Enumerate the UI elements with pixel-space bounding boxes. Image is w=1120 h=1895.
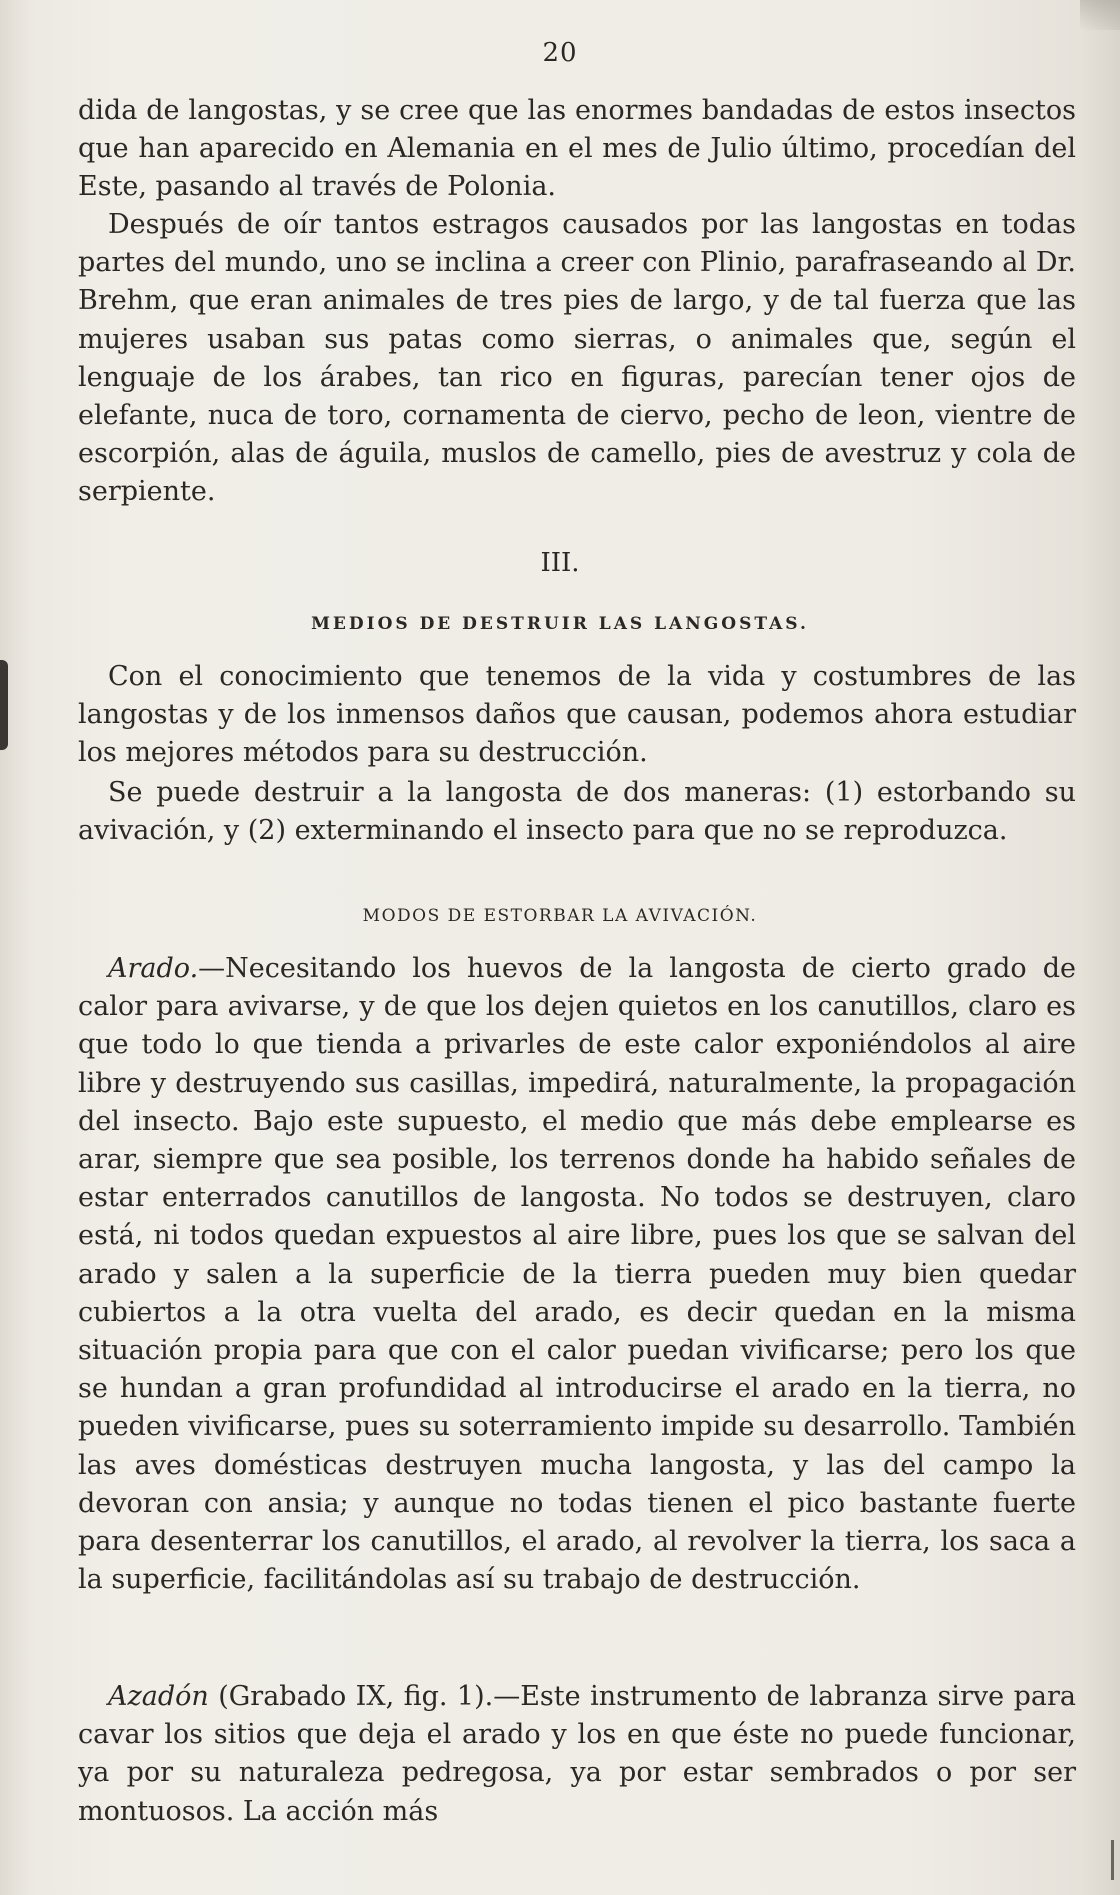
subsection-title: MODOS DE ESTORBAR LA AVIVACIÓN. xyxy=(362,906,758,926)
paragraph-azadon-body: (Grabado IX, fig. 1).—Este instrumento de labranza sirve para cavar los sitios que deja el arado y los en que éste no puede funcionar, ya por su naturaleza pedregosa, ya por estar sembrados o por ser montuosos. La acción más xyxy=(78,1681,1076,1827)
edge-mark xyxy=(1111,1840,1114,1880)
paragraph-arado xyxy=(78,950,1076,1599)
term-azadon: Azadón xyxy=(108,1681,209,1712)
term-arado: Arado. xyxy=(108,953,199,984)
paragraph-4: Se puede destruir a la langosta de dos maneras: (1) estorbando su avivación, y (2) exterminando el insecto para que no se reproduzca. xyxy=(78,777,1076,847)
section-number: III. xyxy=(540,548,580,578)
paragraph-1: dida de langostas, y se cree que las enormes bandadas de estos insectos que han aparecido en Alemania en el mes de Julio último, procedían del Este, pasando al través de Polonia. xyxy=(78,95,1076,203)
section-title: MEDIOS DE DESTRUIR LAS LANGOSTAS. xyxy=(311,614,809,634)
paragraph-azadon xyxy=(78,1678,1076,1831)
paragraph-3: Con el conocimiento que tenemos de la vida y costumbres de las langostas y de los inmensos daños que causan, podemos ahora estudiar los mejores métodos para su destrucción. xyxy=(78,661,1076,769)
page-edge-shadow xyxy=(1080,0,1120,30)
paragraph-arado-body: —Necesitando los huevos de la langosta de cierto grado de calor para avivarse, y de que los dejen quietos en los canutillos, claro es que todo lo que tienda a privarles de este calor exponiéndolos al aire libre y destruyendo sus casillas, impedirá, naturalmente, la propagación del insecto. Bajo este supuesto, el medio que más debe emplearse es arar, siempre que sea posible, los terrenos donde ha habido señales de estar enterrados canutillos de langosta. No todos se destruyen, claro está, ni todos quedan expuestos al aire libre, pues los que se salvan del arado y salen a la superficie de la tierra pueden muy bien quedar cubiertos a la otra vuelta del arado, es decir quedan en la misma situación propia para que con el calor puedan vivificarse; pero los que se hundan a gran profundidad al introducirse el arado en la tierra, no pueden vivificarse, pues su soterramiento impide su desarrollo. También las aves domésticas destruyen mucha langosta, y las del campo la devoran con ansia; y aunque no todas tienen el pico bastante fuerte para desenterrar los canutillos, el arado, al revolver la tierra, los saca a la superficie, facilitándolas así su trabajo de destrucción. xyxy=(78,953,1076,1596)
binding-mark xyxy=(0,660,8,750)
paragraph-2: Después de oír tantos estragos causados por las langostas en todas partes del mundo, uno se inclina a creer con Plinio, parafraseando al Dr. Brehm, que eran animales de tres pies de largo, y de tal fuerza que las mujeres usaban sus patas como sierras, o animales que, según el lenguaje de los árabes, tan rico en figuras, parecían tener ojos de elefante, nuca de toro, cornamenta de ciervo, pecho de leon, vientre de escorpión, alas de águila, muslos de camello, pies de avestruz y cola de serpiente. xyxy=(78,209,1076,508)
page-number: 20 xyxy=(542,38,578,68)
